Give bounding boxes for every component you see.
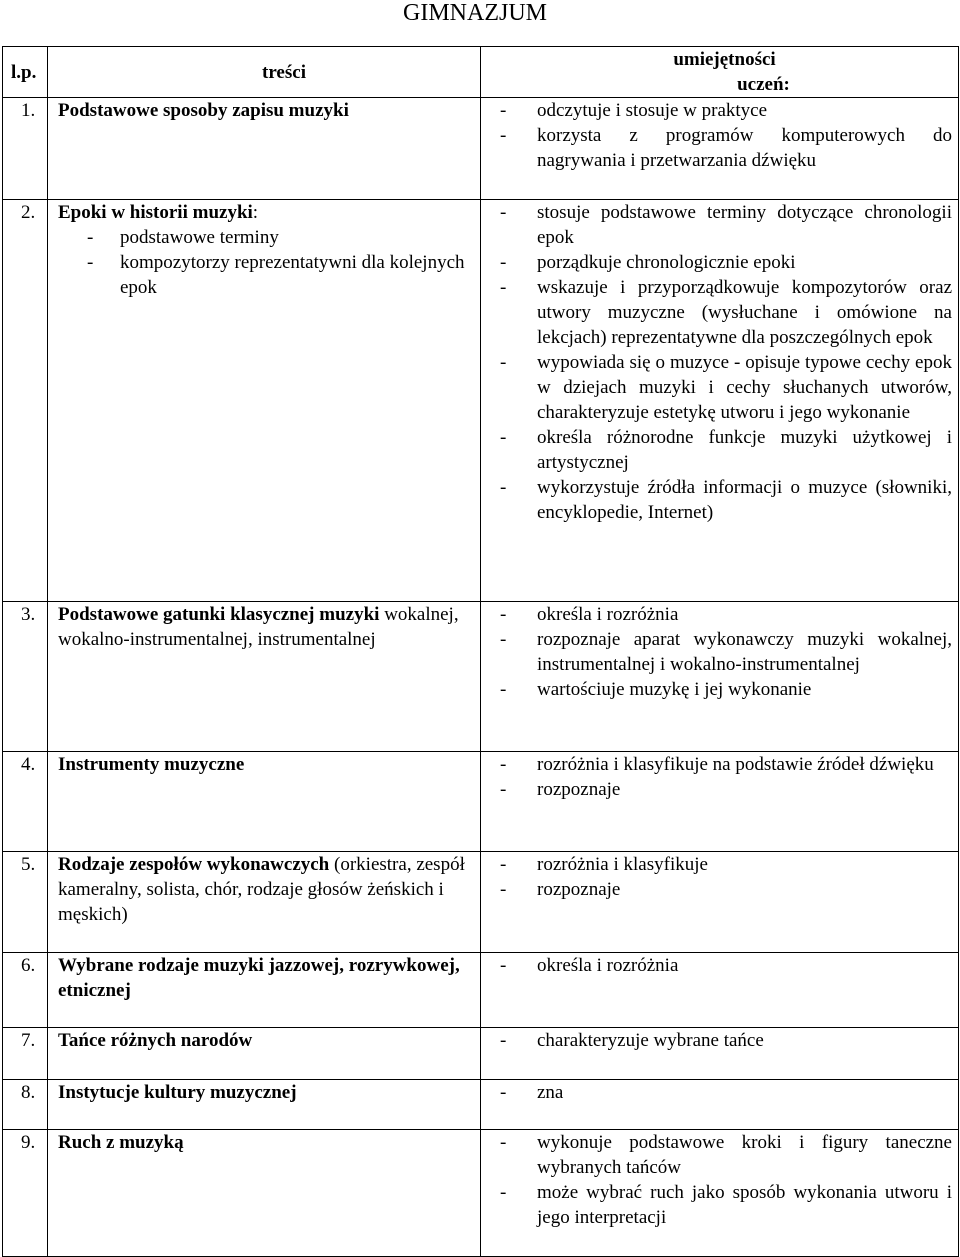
skill-item: - wykonuje podstawowe kroki i figury taneczne wybranych tańców <box>500 1132 952 1178</box>
skill-item: - określa i rozróżnia <box>500 955 679 976</box>
topic-text <box>58 98 470 123</box>
skill-item: - może wybrać ruch jako sposób wykonania utworu i jego interpretacji <box>500 1182 952 1228</box>
row-number: 9. <box>3 1130 48 1257</box>
skill-text: zna <box>537 1082 564 1103</box>
topic-subitem-text: podstawowe terminy <box>120 227 279 248</box>
table-row <box>3 953 959 1028</box>
skill-text: rozpoznaje <box>537 779 621 800</box>
skill-item: - stosuje podstawowe terminy dotyczące chronologii epok <box>500 202 952 248</box>
table-row <box>3 1028 959 1080</box>
skills-header-line1: umiejętności <box>673 49 776 70</box>
topic-cell <box>48 1080 481 1130</box>
skills-cell <box>481 752 959 852</box>
skill-item: - charakteryzuje wybrane tańce <box>500 1030 764 1051</box>
row-number: 3. <box>3 602 48 752</box>
skills-cell <box>481 953 959 1028</box>
skills-cell <box>481 1028 959 1080</box>
skills-cell <box>481 98 959 200</box>
skills-cell <box>481 602 959 752</box>
skill-item: - zna <box>500 1082 564 1103</box>
skills-cell <box>481 1080 959 1130</box>
topic-text <box>58 602 470 652</box>
skill-text: wartościuje muzykę i jej wykonanie <box>537 679 812 700</box>
topic-text <box>58 1130 470 1155</box>
skill-item: - wskazuje i przyporządkowuje kompozytorów oraz utwory muzyczne (wysłuchane i omówione na lekcjach) reprezentatywne dla poszczególnych epok <box>500 277 952 348</box>
row-number: 4. <box>3 752 48 852</box>
curriculum-table <box>2 46 959 1257</box>
topic-text <box>58 200 470 225</box>
skill-text: wypowiada się o muzyce - opisuje typowe cechy epok w dziejach muzyki i cechy słuchanych utworów, charakteryzuje estetykę utworu i jego wykonanie <box>537 352 952 423</box>
skill-text: określa różnorodne funkcje muzyki użytkowej i artystycznej <box>537 427 952 473</box>
skills-cell <box>481 1130 959 1257</box>
row-number: 8. <box>3 1080 48 1130</box>
skill-text: charakteryzuje wybrane tańce <box>537 1030 764 1051</box>
row-number: 1. <box>3 98 48 200</box>
skills-header-line2: uczeń: <box>737 74 790 95</box>
skill-item: - rozróżnia i klasyfikuje na podstawie źródeł dźwięku <box>500 754 934 775</box>
skill-item: - rozróżnia i klasyfikuje <box>500 854 708 875</box>
topic-title: Tańce różnych narodów <box>58 1030 253 1051</box>
skill-item: - określa i rozróżnia <box>500 604 679 625</box>
topic-title: Wybrane rodzaje muzyki jazzowej, rozrywkowej, etnicznej <box>58 955 460 1001</box>
skills-cell <box>481 852 959 953</box>
skill-item: - odczytuje i stosuje w praktyce <box>500 100 768 121</box>
skill-text: rozpoznaje <box>537 879 621 900</box>
topic-subitem: - kompozytorzy reprezentatywni dla kolejnych epok <box>87 252 465 298</box>
skill-text: może wybrać ruch jako sposób wykonania utworu i jego interpretacji <box>537 1182 952 1228</box>
table-row <box>3 752 959 852</box>
topic-cell <box>48 752 481 852</box>
topic-title: Podstawowe gatunki klasycznej muzyki <box>58 604 380 625</box>
topic-text <box>58 1080 470 1105</box>
skill-text: wykorzystuje źródła informacji o muzyce (słowniki, encyklopedie, Internet) <box>537 477 952 523</box>
column-header-number: l.p. <box>3 47 48 98</box>
skill-text: stosuje podstawowe terminy dotyczące chronologii epok <box>537 202 952 248</box>
skill-text: określa i rozróżnia <box>537 604 679 625</box>
page-title: GIMNAZJUM <box>403 0 547 26</box>
skill-item: - wykorzystuje źródła informacji o muzyce (słowniki, encyklopedie, Internet) <box>500 477 952 523</box>
table-row <box>3 1080 959 1130</box>
topic-title: Instrumenty muzyczne <box>58 754 245 775</box>
skill-text: rozróżnia i klasyfikuje <box>537 854 708 875</box>
skill-item: - określa różnorodne funkcje muzyki użytkowej i artystycznej <box>500 427 952 473</box>
topic-title: Ruch z muzyką <box>58 1132 184 1153</box>
topic-cell <box>48 1028 481 1080</box>
topic-title: Instytucje kultury muzycznej <box>58 1082 297 1103</box>
skill-text: odczytuje i stosuje w praktyce <box>537 100 768 121</box>
column-header-skills <box>481 47 959 98</box>
row-number: 2. <box>3 200 48 602</box>
topic-description: (orkiestra, zespół kameralny, solista, chór, rodzaje głosów żeńskich i męskich) <box>58 854 465 925</box>
skill-text: wskazuje i przyporządkowuje kompozytorów oraz utwory muzyczne (wysłuchane i omówione na lekcjach) reprezentatywne dla poszczególnych epok <box>537 277 952 348</box>
table-row <box>3 1130 959 1257</box>
topic-title: Epoki w historii muzyki <box>58 202 253 223</box>
topic-description: : <box>252 202 259 223</box>
topic-cell <box>48 852 481 953</box>
topic-subitem-text: kompozytorzy reprezentatywni dla kolejnych epok <box>120 252 465 298</box>
topic-title: Podstawowe sposoby zapisu muzyki <box>58 100 349 121</box>
table-row <box>3 200 959 602</box>
skill-item: - rozpoznaje <box>500 879 621 900</box>
skill-item: - korzysta z programów komputerowych do nagrywania i przetwarzania dźwięku <box>500 125 952 171</box>
row-number: 7. <box>3 1028 48 1080</box>
table-row <box>3 98 959 200</box>
skill-item: - rozpoznaje <box>500 779 621 800</box>
row-number: 5. <box>3 852 48 953</box>
skill-text: porządkuje chronologicznie epoki <box>537 252 796 273</box>
table-header-row <box>3 47 959 98</box>
topic-cell <box>48 602 481 752</box>
table-row <box>3 852 959 953</box>
topic-text <box>58 953 470 1003</box>
topic-text <box>58 852 470 927</box>
skill-text: korzysta z programów komputerowych do nagrywania i przetwarzania dźwięku <box>537 125 952 171</box>
topic-description: wokalnej, wokalno-instrumentalnej, instrumentalnej <box>58 604 459 650</box>
skill-item: - rozpoznaje aparat wykonawczy muzyki wokalnej, instrumentalnej i wokalno-instrumentalnej <box>500 629 952 675</box>
skill-item: - wartościuje muzykę i jej wykonanie <box>500 679 812 700</box>
skill-item: - porządkuje chronologicznie epoki <box>500 252 796 273</box>
column-header-topic: treści <box>48 47 481 98</box>
table-row <box>3 602 959 752</box>
topic-cell <box>48 1130 481 1257</box>
topic-title: Rodzaje zespołów wykonawczych <box>58 854 330 875</box>
topic-text <box>58 752 470 777</box>
topic-text <box>58 1028 470 1053</box>
skill-text: rozpoznaje aparat wykonawczy muzyki wokalnej, instrumentalnej i wokalno-instrumentalnej <box>537 629 952 675</box>
topic-subitem: - podstawowe terminy <box>87 227 279 248</box>
skill-text: wykonuje podstawowe kroki i figury taneczne wybranych tańców <box>537 1132 952 1178</box>
skill-text: określa i rozróżnia <box>537 955 679 976</box>
row-number: 6. <box>3 953 48 1028</box>
skill-text: rozróżnia i klasyfikuje na podstawie źródeł dźwięku <box>537 754 934 775</box>
skills-cell <box>481 200 959 602</box>
topic-cell <box>48 98 481 200</box>
topic-cell <box>48 953 481 1028</box>
topic-cell <box>48 200 481 602</box>
skill-item: - wypowiada się o muzyce - opisuje typowe cechy epok w dziejach muzyki i cechy słuchanych utworów, charakteryzuje estetykę utworu i jego wykonanie <box>500 352 952 423</box>
